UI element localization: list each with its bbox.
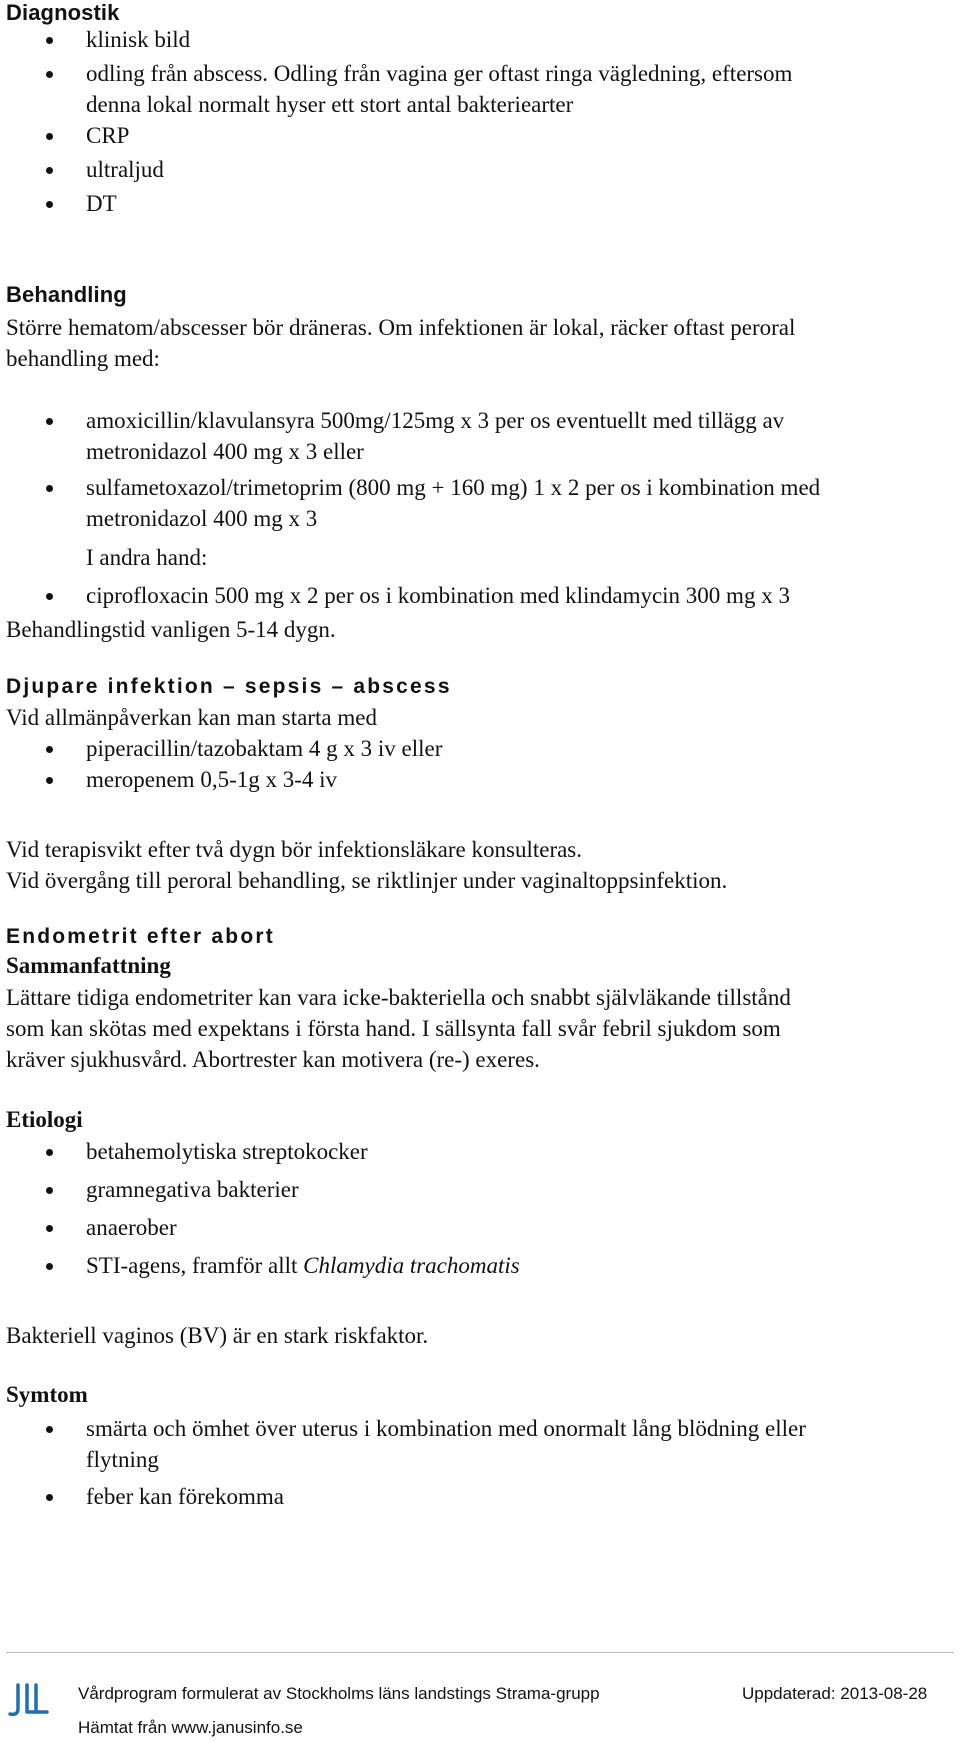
sammanfattning-text [6, 982, 946, 1075]
paragraph-line: behandling med: [6, 346, 160, 371]
list-item-text-line: odling från abscess. Odling från vagina ger oftast ringa vägledning, eftersom [86, 61, 793, 86]
footer-source-link[interactable]: Hämtat från www.janusinfo.se [78, 1718, 303, 1737]
list-item-text [86, 1250, 946, 1281]
bullet-icon [46, 1225, 53, 1232]
djupare-heading: Djupare infektion – sepsis – abscess [6, 675, 452, 698]
footer-updated: Uppdaterad: 2013-08-28 [742, 1684, 928, 1703]
list-item-text-line: sulfametoxazol/trimetoprim (800 mg + 160 mg) 1 x 2 per os i kombination med [86, 475, 821, 500]
bullet-icon [46, 485, 53, 492]
list-item-text-line: metronidazol 400 mg x 3 [86, 506, 318, 531]
djupare-note: Vid terapisvikt efter två dygn bör infektionsläkare konsulteras. [6, 837, 583, 862]
bullet-icon [46, 1426, 53, 1433]
list-item-text: klinisk bild [86, 27, 191, 52]
list-item-text-line: smärta och ömhet över uterus i kombination med onormalt lång blödning eller [86, 1416, 806, 1441]
footer-divider [6, 1652, 954, 1653]
list-item-text-line: flytning [86, 1447, 159, 1472]
list-item-text: gramnegativa bakterier [86, 1177, 299, 1202]
paragraph-line: som kan skötas med expektans i första hand. I sällsynta fall svår febril sjukdom som [6, 1016, 781, 1041]
bullet-icon [46, 1187, 53, 1194]
list-item-text-line: denna lokal normalt hyser ett stort antal bakteriearter [86, 92, 574, 117]
list-item-text: piperacillin/tazobaktam 4 g x 3 iv eller [86, 736, 443, 761]
list-item-text: ciprofloxacin 500 mg x 2 per os i kombination med klindamycin 300 mg x 3 [86, 583, 790, 608]
bullet-icon [46, 167, 53, 174]
sammanfattning-heading: Sammanfattning [6, 953, 171, 978]
list-item-text: meropenem 0,5-1g x 3-4 iv [86, 767, 338, 792]
bullet-icon [46, 71, 53, 78]
bullet-icon [46, 1149, 53, 1156]
bullet-icon [46, 777, 53, 784]
paragraph-line: Lättare tidiga endometriter kan vara icke-bakteriella och snabbt självläkande tillstånd [6, 985, 791, 1010]
bullet-icon [46, 1263, 53, 1270]
janusinfo-logo-icon [8, 1682, 50, 1718]
behandling-duration: Behandlingstid vanligen 5-14 dygn. [6, 617, 336, 642]
list-item-text: anaerober [86, 1215, 177, 1240]
endometrit-heading: Endometrit efter abort [6, 925, 275, 948]
sti-text: STI-agens, framför allt [86, 1253, 304, 1278]
djupare-intro: Vid allmänpåverkan kan man starta med [6, 705, 377, 730]
etiologi-heading: Etiologi [6, 1107, 83, 1132]
bullet-icon [46, 593, 53, 600]
list-item-text: feber kan förekomma [86, 1484, 284, 1509]
list-item-text: ultraljud [86, 157, 164, 182]
list-item-text-line: amoxicillin/klavulansyra 500mg/125mg x 3 per os eventuellt med tillägg av [86, 408, 785, 433]
chlamydia-species-name: Chlamydia trachomatis [303, 1253, 520, 1278]
list-item-text: betahemolytiska streptokocker [86, 1139, 368, 1164]
bv-note: Bakteriell vaginos (BV) är en stark riskfaktor. [6, 1323, 429, 1348]
paragraph-line: kräver sjukhusvård. Abortrester kan motivera (re-) exeres. [6, 1047, 540, 1072]
list-item-text-line: metronidazol 400 mg x 3 eller [86, 439, 364, 464]
footer-organization: Vårdprogram formulerat av Stockholms läns landstings Strama-grupp [78, 1684, 600, 1703]
bullet-icon [46, 746, 53, 753]
paragraph-line: Större hematom/abscesser bör dräneras. Om infektionen är lokal, räcker oftast peroral [6, 315, 796, 340]
bullet-icon [46, 37, 53, 44]
bullet-icon [46, 201, 53, 208]
diagnostik-heading: Diagnostik [6, 0, 120, 25]
symtom-heading: Symtom [6, 1382, 88, 1407]
second-line-label: I andra hand: [86, 545, 208, 570]
behandling-intro [6, 312, 946, 374]
list-item-text: DT [86, 191, 117, 216]
djupare-note: Vid övergång till peroral behandling, se riktlinjer under vaginaltoppsinfektion. [6, 868, 728, 893]
list-item-text: CRP [86, 123, 130, 148]
bullet-icon [46, 133, 53, 140]
behandling-heading: Behandling [6, 282, 127, 307]
bullet-icon [46, 418, 53, 425]
bullet-icon [46, 1494, 53, 1501]
